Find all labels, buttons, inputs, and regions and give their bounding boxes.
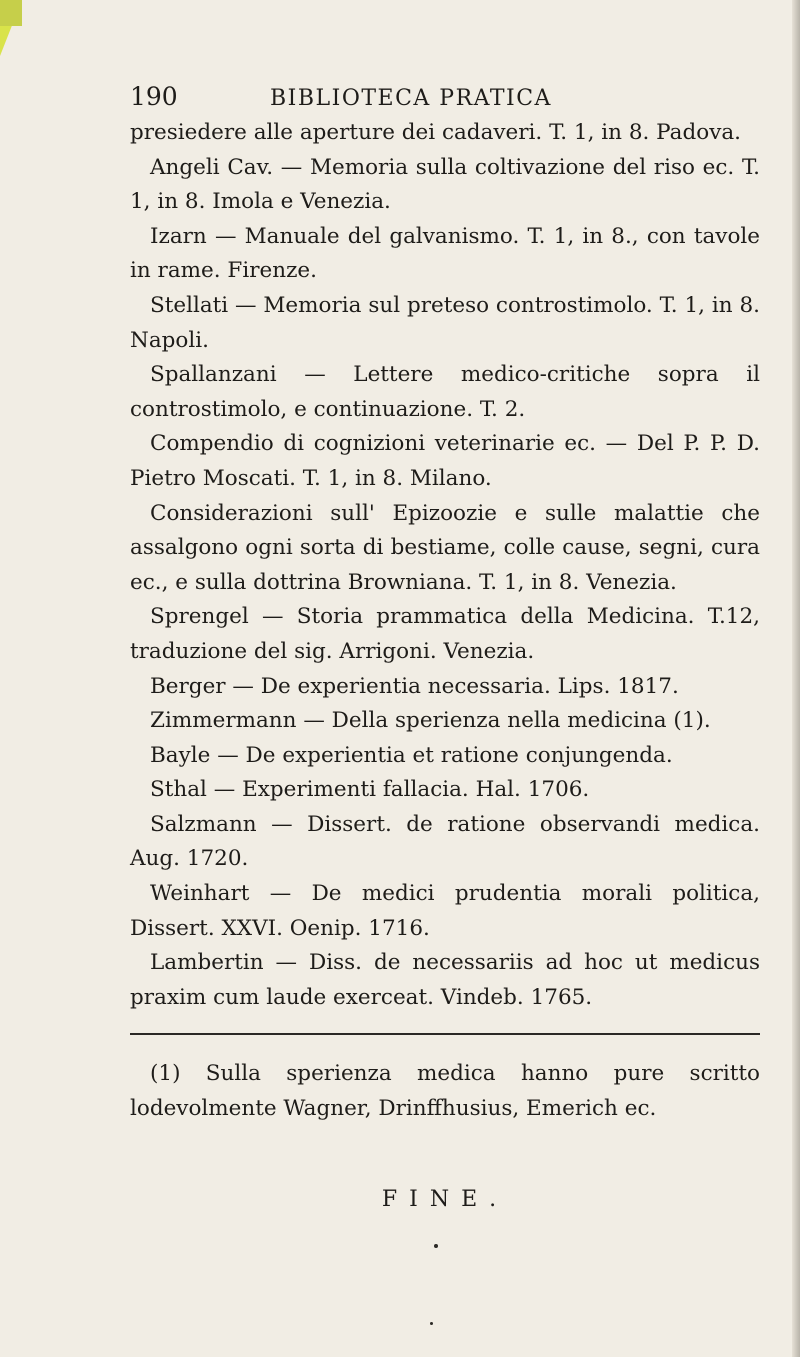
running-head [130,80,760,116]
bibliography-entry: Weinhart — De medici prudentia morali politica, Dissert. XXVI. Oenip. 1716. [130,881,760,941]
bibliography-entry: Salzmann — Dissert. de ratione observandi medica. Aug. 1720. [130,811,760,872]
bibliography-entry: Berger — De experientia necessaria. Lips. 1817. [150,673,679,699]
bibliography-entry: Izarn — Manuale del galvanismo. T. 1, in 8., con tavole in rame. Firenze. [130,223,760,284]
bibliography-entry: Bayle — De experientia et ratione conjungenda. [150,742,673,768]
bibliography-entry: presiedere alle aperture dei cadaveri. T. 1, in 8. Padova. [130,120,742,145]
page-number: 190 [130,82,178,111]
page-edge-shadow [792,0,800,1357]
bibliography-entry: Zimmermann — Della sperienza nella medicina (1). [150,708,711,734]
bibliography-entry: Compendio di cognizioni veterinarie ec. — Del P. P. D. Pietro Moscati. T. 1, in 8. Milano. [130,431,760,491]
bibliography-entry: Sprengel — Storia prammatica della Medicina. T.12, traduzione del sig. Arrigoni. Venezia. [130,604,760,664]
corner-stain-fill [0,0,22,26]
footnote: (1) Sulla sperienza medica hanno pure scritto lodevolmente Wagner, Drinffhusius, Emerich ec. [130,1061,760,1122]
bibliography-entry: Lambertin — Diss. de necessariis ad hoc ut medicus praxim cum laude exerceat. Vindeb. 1765. [130,950,760,1010]
closing-fine: FINE. [381,1186,509,1212]
ink-speck [434,1244,438,1248]
bibliography-entry: Stellati — Memoria sul preteso controstimolo. T. 1, in 8. Napoli. [130,292,760,353]
bibliography-entry: Angeli Cav. — Memoria sulla coltivazione del riso ec. T. 1, in 8. Imola e Venezia. [130,154,760,215]
ink-speck [430,1322,433,1325]
bibliography-entry: Sthal — Experimenti fallacia. Hal. 1706. [150,777,590,803]
footnote-divider [130,1033,760,1035]
book-page [130,80,760,1217]
running-title: BIBLIOTECA PRATICA [270,86,552,111]
bibliography-entry: Spallanzani — Lettere medico-critiche sopra il controstimolo, e continuazione. T. 2. [130,362,760,422]
bibliography-entry: Considerazioni sull' Epizoozie e sulle malattie che assalgono ogni sorta di bestiame, colle cause, segni, cura ec., e sulla dottrina Browniana. T. 1, in 8. Venezia. [130,500,760,595]
